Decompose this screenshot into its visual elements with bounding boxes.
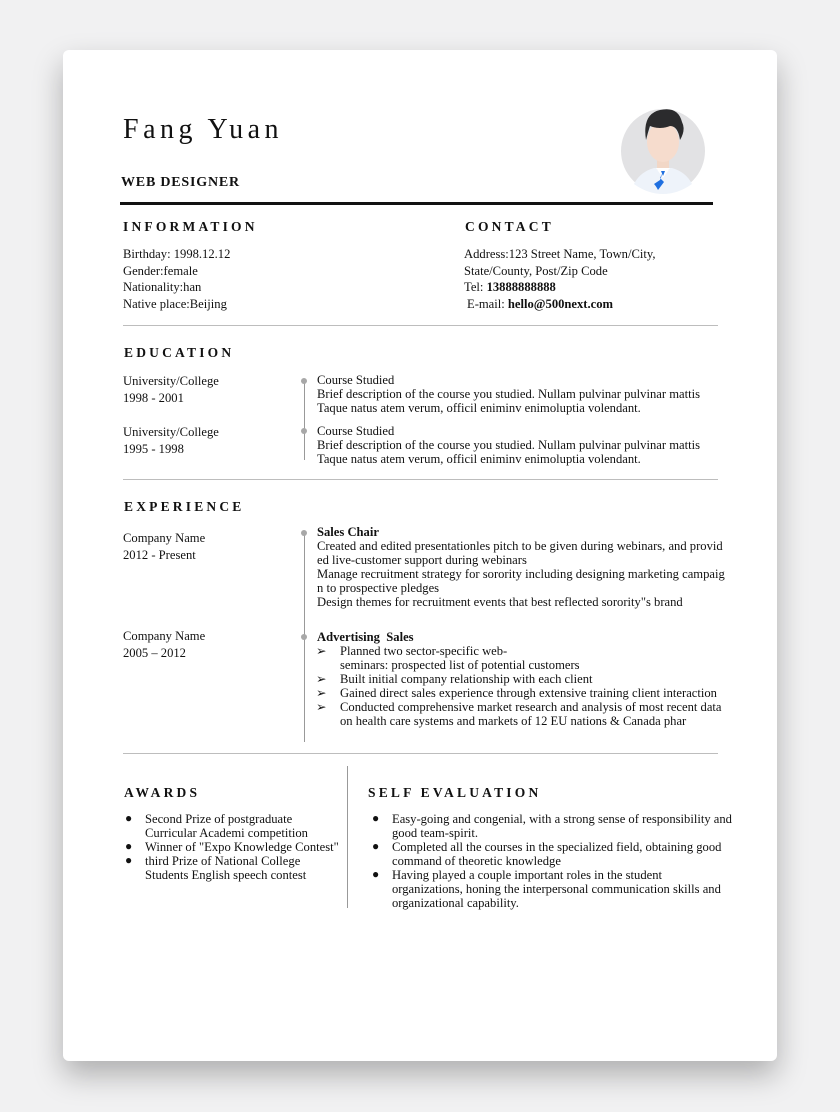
email <box>464 296 656 313</box>
phone-value: 13888888888 <box>486 280 556 294</box>
email-label: E-mail: <box>467 296 508 311</box>
role: Sales Chair <box>317 525 379 539</box>
evaluation-item <box>372 839 737 868</box>
nationality: Nationality:han <box>123 280 202 294</box>
achievement-text: Gained direct sales experience through extensive training client interaction <box>340 686 717 700</box>
email-value[interactable]: hello@500next.com <box>507 296 614 311</box>
education-entry <box>317 424 700 466</box>
header-divider <box>120 202 713 205</box>
education-entry-dates <box>123 424 219 457</box>
candidate-name: Fang Yuan <box>123 114 284 145</box>
award-item <box>125 853 345 882</box>
evaluation-item <box>372 811 737 840</box>
self-evaluation-heading: SELF EVALUATION <box>368 785 542 800</box>
education-entry-dates <box>123 373 219 406</box>
arrow-bullet-icon: ➢ <box>316 686 327 700</box>
experience-entry-dates <box>123 530 205 563</box>
achievement-text: Conducted comprehensive market research and analysis of most recent data on health care systems and markets of 12 EU nations & Canada phar <box>340 700 722 728</box>
school: University/College <box>123 374 219 388</box>
course-description: Brief description of the course you studied. Nullam pulvinar pulvinar mattis <box>317 387 700 401</box>
course-description: Brief description of the course you studied. Nullam pulvinar pulvinar mattis <box>317 438 700 452</box>
timeline-dot <box>301 428 307 434</box>
duty-line: Manage recruitment strategy for sorority including designing marketing campaig <box>317 567 725 581</box>
achievement-item <box>316 672 722 686</box>
phone <box>464 279 656 296</box>
timeline-dot <box>301 378 307 384</box>
experience-entry <box>317 525 725 609</box>
experience-entry <box>317 630 722 728</box>
bullet-icon: ● <box>372 839 380 853</box>
evaluation-text: Easy-going and congenial, with a strong sense of responsibility and good team-spirit. <box>392 812 732 840</box>
course: Course Studied <box>317 373 395 387</box>
self-evaluation-list <box>372 811 737 910</box>
phone-label: Tel: <box>464 280 487 294</box>
school: University/College <box>123 425 219 439</box>
award-text: third Prize of National College Students English speech contest <box>145 854 307 882</box>
company: Company Name <box>123 531 206 545</box>
section-divider <box>123 325 718 326</box>
job-title: WEB DESIGNER <box>121 175 240 190</box>
achievement-text: Built initial company relationship with each client <box>340 672 593 686</box>
years: 2005 – 2012 <box>123 645 186 660</box>
duty-line: n to prospective pledges <box>317 581 440 595</box>
arrow-bullet-icon: ➢ <box>316 700 327 714</box>
contact-list <box>464 246 656 312</box>
section-divider <box>123 753 718 754</box>
bullet-icon: ● <box>125 839 133 853</box>
evaluation-item <box>372 867 737 910</box>
contact-heading: CONTACT <box>465 219 554 234</box>
education-entry <box>317 373 700 415</box>
bullet-icon: ● <box>125 811 133 825</box>
course-description: Taque natus atem verum, officil eniminv enimoluptia volendant. <box>317 401 641 415</box>
experience-entry-dates <box>123 628 205 661</box>
address-line-1: Address:123 Street Name, Town/City, <box>464 247 656 261</box>
experience-heading: EXPERIENCE <box>124 499 245 514</box>
evaluation-text: Having played a couple important roles in the student organizations, honing the interpersonal communication skills and organizational capability. <box>392 868 721 910</box>
section-divider <box>123 479 718 480</box>
bullet-icon: ● <box>372 811 380 825</box>
awards-heading: AWARDS <box>124 785 201 800</box>
award-item <box>125 811 345 840</box>
avatar-icon <box>620 100 708 194</box>
years: 1995 - 1998 <box>123 441 184 456</box>
arrow-bullet-icon: ➢ <box>316 672 327 686</box>
company: Company Name <box>123 629 206 643</box>
bullet-icon: ● <box>372 867 380 881</box>
address-line-2: State/County, Post/Zip Code <box>464 263 608 278</box>
achievement-item <box>316 700 722 728</box>
column-divider <box>347 766 348 908</box>
birthday: Birthday: 1998.12.12 <box>123 247 231 261</box>
bullet-icon: ● <box>125 853 133 867</box>
duty-line: Created and edited presentationles pitch to be given during webinars, and provid <box>317 539 723 553</box>
duty-line: ed live-customer support during webinars <box>317 553 527 567</box>
achievement-item <box>316 644 722 672</box>
information-list <box>123 246 230 312</box>
achievement-item <box>316 686 722 700</box>
achievement-list <box>317 644 722 728</box>
gender: Gender:female <box>123 263 198 278</box>
information-heading: INFORMATION <box>123 219 258 234</box>
years: 1998 - 2001 <box>123 390 184 405</box>
award-text: Second Prize of postgraduate Curricular Academi competition <box>145 812 308 840</box>
duty-line: Design themes for recruitment events that best reflected sorority"s brand <box>317 595 683 609</box>
timeline-dot <box>301 530 307 536</box>
awards-list <box>125 811 345 882</box>
role: Advertising Sales <box>317 630 414 644</box>
native-place: Native place:Beijing <box>123 296 227 311</box>
award-item <box>125 839 345 854</box>
timeline-dot <box>301 634 307 640</box>
years: 2012 - Present <box>123 547 196 562</box>
course: Course Studied <box>317 424 395 438</box>
achievement-text: Planned two sector-specific web- seminars: prospected list of potential customers <box>340 644 580 672</box>
evaluation-text: Completed all the courses in the specialized field, obtaining good command of theoretic knowledge <box>392 840 722 868</box>
award-text: Winner of "Expo Knowledge Contest" <box>145 840 339 854</box>
education-heading: EDUCATION <box>124 345 235 360</box>
education-timeline <box>304 380 305 460</box>
arrow-bullet-icon: ➢ <box>316 644 327 658</box>
course-description: Taque natus atem verum, officil eniminv enimoluptia volendant. <box>317 452 641 466</box>
